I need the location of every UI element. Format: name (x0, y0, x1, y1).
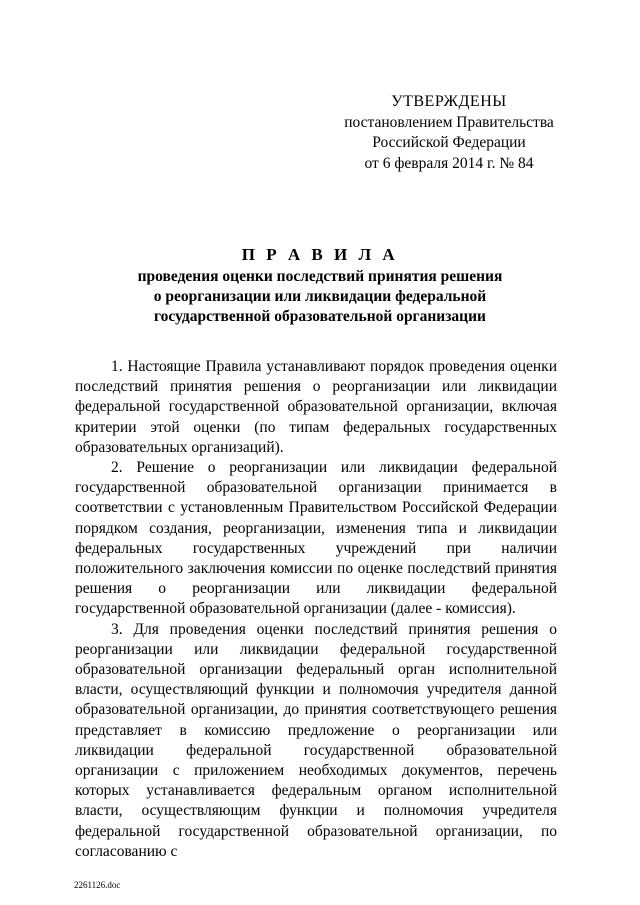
approval-date-number: от 6 февраля 2014 г. № 84 (364, 154, 534, 172)
document-subtitle-line-2: о реорганизации или ликвидации федеральной (153, 288, 487, 305)
document-subtitle-line-1: проведения оценки последствий принятия решения (137, 268, 503, 285)
document-body (75, 357, 557, 862)
footer-doc-code: 2261126.doc (74, 880, 121, 890)
document-title: П Р А В И Л А (241, 245, 399, 264)
paragraph-3: 3. Для проведения оценки последствий принятия решения о реорганизации или ликвидации федеральной государственной образовательной организации федеральный орган исполнительной власти, осуществляющий функции и полномочия учредителя данной образовательной организации, до принятия соответствующего решения представляет в комиссию предложение о реорганизации или ликвидации федеральной государственной образовательной организации с приложением необходимых документов, перечень которых устанавливается федеральным органом исполнительной власти, осуществляющим функции и полномочия учредителя федеральной государственной образовательной организации, по согласованию с (75, 620, 557, 860)
approval-resolution-line: постановлением Правительства (344, 113, 554, 131)
approval-stamp (340, 92, 558, 174)
approval-government-line: Российской Федерации (372, 134, 526, 151)
document-subtitle-line-3: государственной образовательной организации (154, 308, 486, 325)
paragraph-1: 1. Настоящие Правила устанавливают порядок проведения оценки последствий принятия решения о реорганизации или ликвидации федеральной государственной образовательной организации, включая критерии этой оценки (по типам федеральных государственных образовательных организаций). (75, 358, 557, 456)
document-title-block (60, 244, 580, 326)
paragraph-2: 2. Решение о реорганизации или ликвидации федеральной государственной образовательной организации принимается в соответствии с установленным Правительством Российской Федерации порядком создания, реорганизации, изменения типа и ликвидации федеральных государственных учреждений при наличии положительного заключения комиссии по оценке последствий принятия решения о реорганизации или ликвидации федеральной государственной образовательной организации (далее - комиссия). (75, 459, 557, 618)
approval-title: УТВЕРЖДЕНЫ (391, 93, 507, 110)
